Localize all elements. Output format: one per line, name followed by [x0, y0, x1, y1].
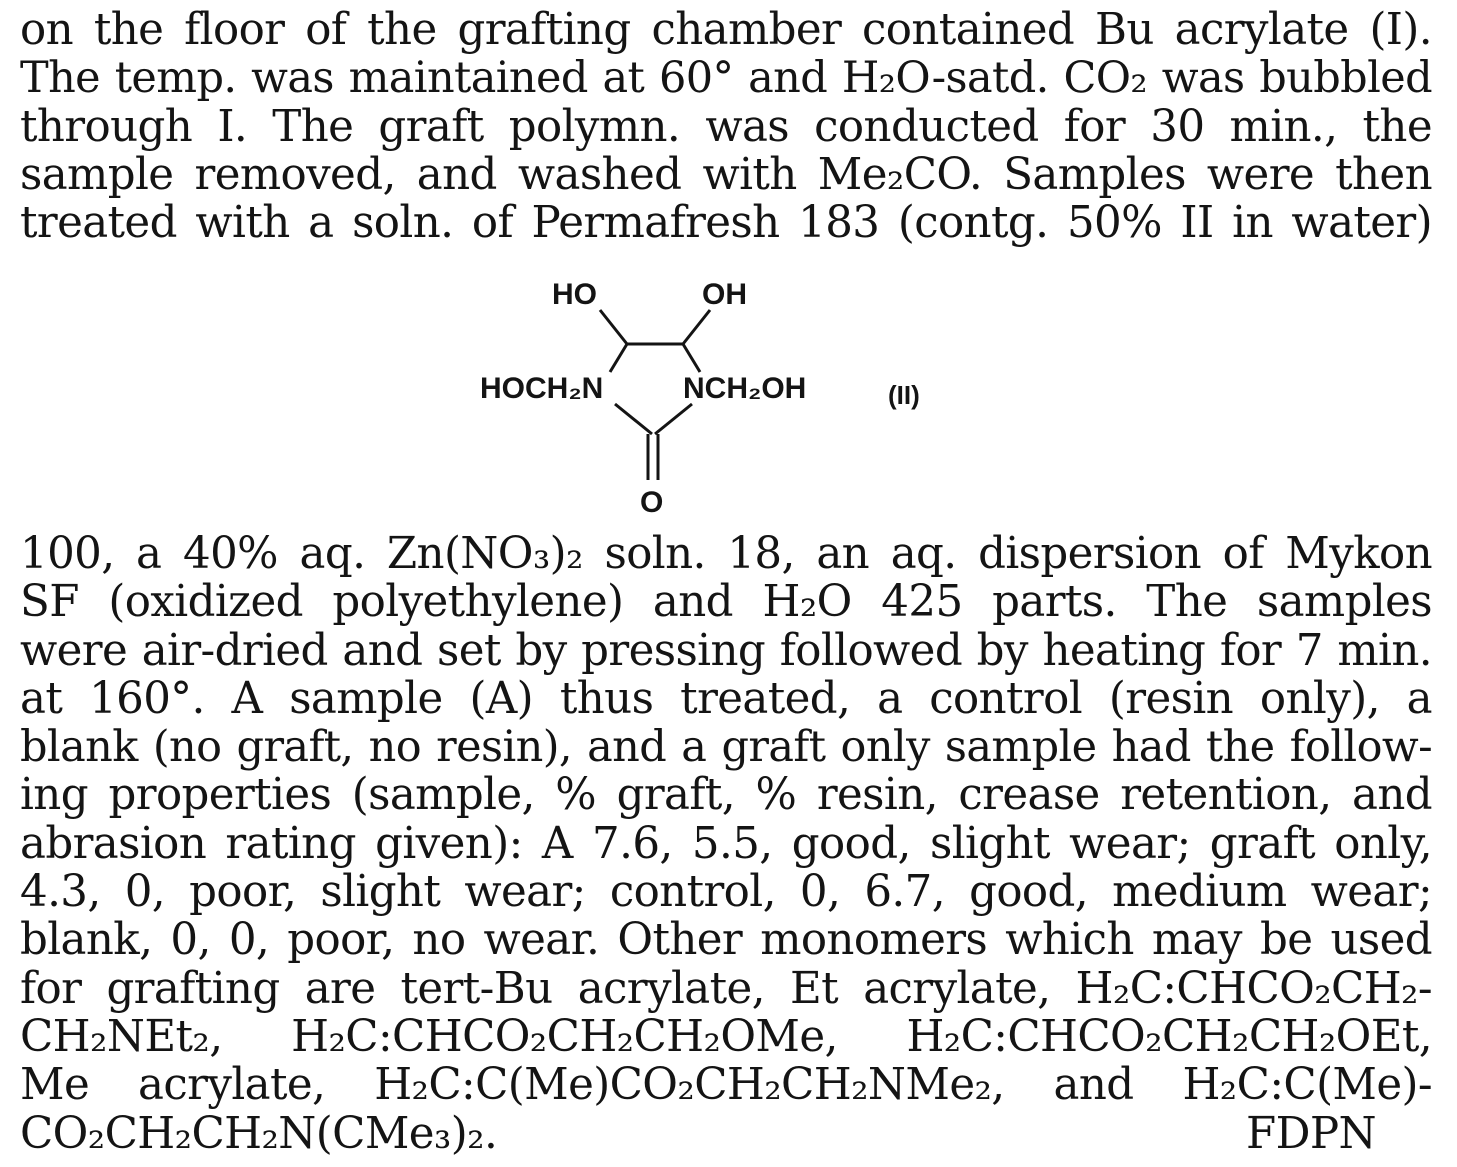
- text-line: sample removed, and washed with Me₂CO. Samples were then: [20, 149, 1432, 200]
- top-paragraph: [20, 6, 1432, 247]
- bond-cn-right: [683, 344, 700, 372]
- text-line: for grafting are tert-Bu acrylate, Et acrylate, H₂C:CHCO₂CH₂-: [20, 963, 1432, 1014]
- text-line: 100, a 40% aq. Zn(NO₃)₂ soln. 18, an aq. dispersion of Mykon: [20, 529, 1432, 579]
- label-left-n: HOCH₂N: [480, 372, 604, 405]
- text-line: CO₂CH₂CH₂N(CMe₃)₂.: [20, 1108, 498, 1159]
- final-line: [20, 1110, 1432, 1158]
- text-line: The temp. was maintained at 60° and H₂O-satd. CO₂ was bubbled: [20, 53, 1432, 104]
- label-ho: HO: [552, 278, 597, 311]
- text-line: through I. The graft polymn. was conducted for 30 min., the: [20, 101, 1432, 152]
- text-line: treated with a soln. of Permafresh 183 (contg. 50% II in water): [20, 198, 1432, 249]
- text-line: blank (no graft, no resin), and a graft only sample had the follow-: [20, 722, 1432, 773]
- text-line: at 160°. A sample (A) thus treated, a control (resin only), a: [20, 673, 1432, 724]
- text-line: ing properties (sample, % graft, % resin, crease retention, and: [20, 770, 1432, 821]
- text-line: blank, 0, 0, poor, no wear. Other monomers which may be used: [20, 915, 1432, 966]
- signature: FDPN: [1246, 1108, 1376, 1159]
- bottom-paragraph: [20, 530, 1432, 1158]
- structure-diagram: [470, 272, 990, 532]
- bond-nc-right: [655, 404, 692, 434]
- text-line: abrasion rating given): A 7.6, 5.5, good, slight wear; graft only,: [20, 818, 1432, 869]
- text-line: CH₂NEt₂, H₂C:CHCO₂CH₂CH₂OMe, H₂C:CHCO₂CH₂CH₂OEt,: [20, 1011, 1432, 1062]
- label-oh: OH: [702, 278, 747, 311]
- bond-nc-left: [615, 404, 652, 434]
- text-line: 4.3, 0, poor, slight wear; control, 0, 6.7, good, medium wear;: [20, 867, 1432, 918]
- bond-ho: [600, 310, 627, 344]
- bond-oh: [683, 310, 710, 344]
- text-line: Me acrylate, H₂C:C(Me)CO₂CH₂CH₂NMe₂, and H₂C:C(Me)-: [20, 1060, 1432, 1111]
- text-line: on the floor of the grafting chamber contained Bu acrylate (I).: [20, 5, 1432, 55]
- text-line: SF (oxidized polyethylene) and H₂O 425 parts. The samples: [20, 577, 1432, 628]
- label-o: O: [640, 486, 664, 519]
- chemical-structure-ii: [470, 272, 990, 532]
- compound-label: (II): [888, 380, 920, 410]
- bond-cn-left: [610, 344, 627, 372]
- text-line: were air-dried and set by pressing followed by heating for 7 min.: [20, 625, 1432, 676]
- label-right-n: NCH₂OH: [683, 372, 807, 405]
